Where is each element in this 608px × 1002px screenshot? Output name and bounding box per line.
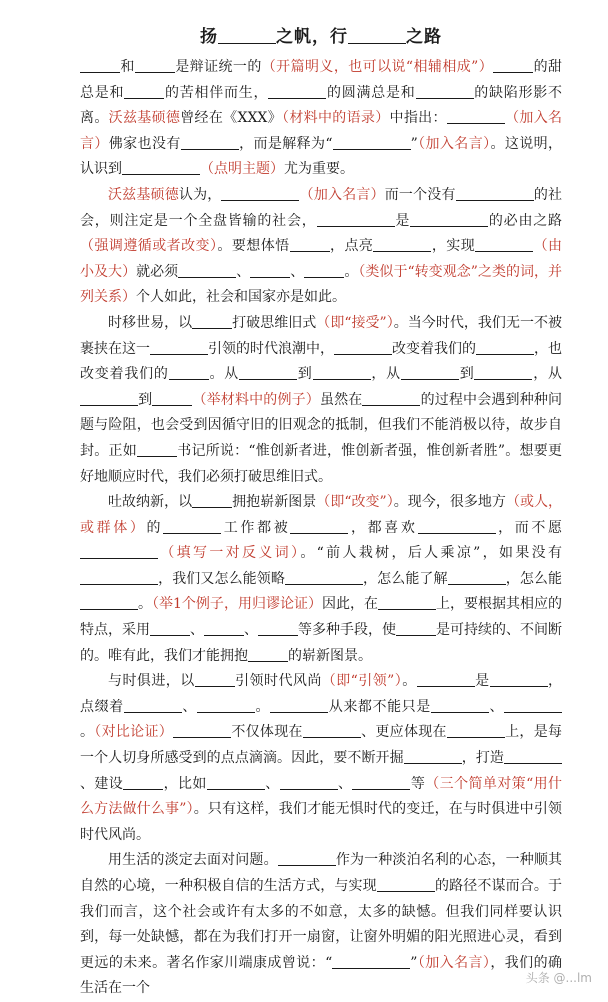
watermark: 头条 @...lm — [525, 971, 592, 985]
page-title: 扬 之帆，行 之路 — [200, 27, 442, 47]
paragraph-2: 沃兹基硕德认为， （加入名言）而一个没有 的社会，则注定是一个全盘皆输的社会， 是 的必由之路（强调遵循或者改变）。要想体悟 ，点亮 ，实现 （由小及大）就必须 、 、 。（类似于“转变观念”之类的词，并列关系）个人如此，社会和国家亦是如此。 — [80, 186, 563, 306]
paragraph-1: 和 是辩证统一的（开篇明义，也可以说“相辅相成”） 的甜总是和 的苦相伴而生， 的圆满总是和 的缺陷形影不离。沃兹基硕德曾经在《XXX》（材料中的语录）中指出： （加入名言）佛家也没有 ，而是解释为“ ”（加入名言）。这说明，认识到 （点明主题）尤为重要。 — [80, 59, 563, 178]
paragraph-5: 与时俱进，以 引领时代风尚（即“引领”）。 是 ，点缀着 、 。 从来都不能只是 、。（对比论证） 不仅体现在 、更应体现在 上，是每一个人切身所感受到的点点滴滴。因此，要不断开掘 ，打造、建设 ，比如 、 、 等（三个简单对策“用什么方法做什么事”）。只有这样，我们才能无惧时代的变迁，在与时俱进中引领时代风尚。 — [80, 673, 563, 843]
paragraph-3: 时移世易，以 打破思维旧式（即“接受”）。当今时代，我们无一不被裹挟在这一 引领的时代浪潮中， 改变着我们的 ，也改变着我们的 。从 到 ，从 到 ，从到 （举材料中的例子）虽然在 的过程中会遇到种种问题与险阻，也会受到因循守旧的旧观念的抵制，但我们不能消极以待，故步自封。正如 书记所说：“惟创新者进，惟创新者强，惟创新者胜”。想要更好地顺应时代，我们必须打破思维旧式。 — [80, 314, 563, 485]
paragraph-6: 用生活的淡定去面对问题。 作为一种淡泊名利的心态，一种顺其自然的心境，一种积极自信的生活方式，与实现 的路径不谋而合。于我们而言，这个社会或许有太多的不如意，太多的缺憾。但我们同样要认识到，每一处缺憾，都在为我们打开一扇窗，让窗外明媚的阳光照进心灵，看到更远的未来。著名作家川端康成曾说：“ ”（加入名言），我们的确生活在一个 — [80, 852, 563, 997]
paragraph-4: 吐故纳新，以 拥抱崭新图景（即“改变”）。现今，很多地方（或人，或群体）的 工作都被 ，都喜欢 ，而不愿（填写一对反义词）。“前人栽树，后人乘凉”，如果没有，我们又怎么能领略 ，怎么能了解 ，怎么能。（举1个例子，用归谬论证）因此，在 上，要根据其相应的特点，采用 、 、 等多种手段，使 是可持续的、不间断的。唯有此，我们才能拥抱 的崭新图景。 — [80, 494, 563, 664]
